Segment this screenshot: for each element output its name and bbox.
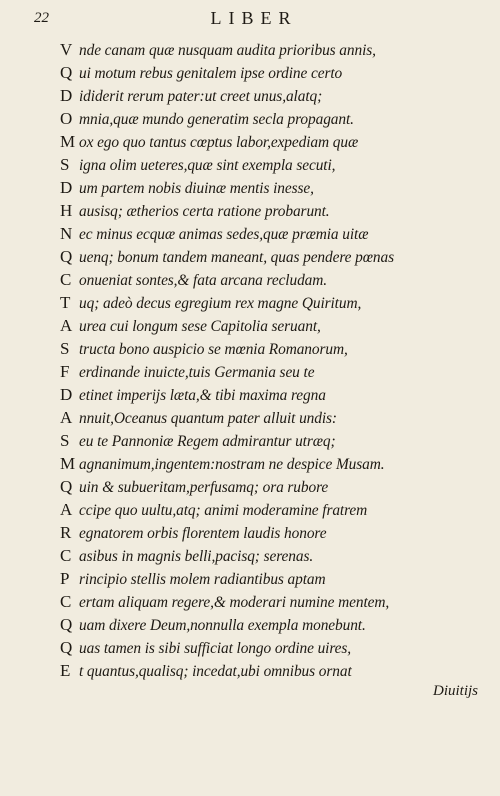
- verse-line: [60, 498, 482, 521]
- verse-initial: Q: [60, 63, 73, 82]
- verse-text: uas tamen is sibi sufficiat longo ordine uires,: [79, 640, 352, 657]
- verse-initial: Q: [60, 247, 73, 266]
- verse-line: [60, 383, 482, 406]
- verse-line: [60, 429, 482, 452]
- verse-initial: O: [60, 109, 73, 128]
- verse-line: [60, 84, 482, 107]
- verse-initial: P: [60, 569, 70, 588]
- verse-text: asibus in magnis belli,pacisq; serenas.: [79, 548, 314, 565]
- verse-line: [60, 176, 482, 199]
- verse-text: ox ego quo tantus cœptus labor,expediam quæ: [79, 134, 359, 151]
- verse-initial: E: [60, 661, 71, 680]
- verse-line: [60, 567, 482, 590]
- verse-line: [60, 360, 482, 383]
- verse-text: t quantus,qualisq; incedat,ubi omnibus ornat: [79, 663, 352, 680]
- verse-text: uq; adeò decus egregium rex magne Quiritum,: [79, 295, 362, 312]
- verse-initial: Q: [60, 477, 73, 496]
- verse-line: [60, 521, 482, 544]
- verse-text: ccipe quo uultu,atq; animi moderamine fratrem: [79, 502, 368, 519]
- verse-text: um partem nobis diuinæ mentis inesse,: [79, 180, 314, 197]
- verse-line: [60, 107, 482, 130]
- verse-line: [60, 245, 482, 268]
- verse-text: eu te Pannoniæ Regem admirantur utræq;: [79, 433, 336, 450]
- verse-text: nde canam quæ nusquam audita prioribus annis,: [79, 42, 376, 59]
- verse-initial: S: [60, 339, 70, 358]
- verse-text: uin & subueritam,perfusamq; ora rubore: [79, 479, 329, 496]
- verse-text: ididerit rerum pater:ut creet unus,alatq;: [79, 88, 323, 105]
- verse-initial: C: [60, 592, 72, 611]
- verse-initial: D: [60, 385, 73, 404]
- verse-text: rincipio stellis molem radiantibus aptam: [79, 571, 326, 588]
- verse-line: [60, 613, 482, 636]
- verse-line: [60, 38, 482, 61]
- verse-line: [60, 199, 482, 222]
- verse-line: [60, 222, 482, 245]
- verse-initial: T: [60, 293, 71, 312]
- verse-initial: F: [60, 362, 70, 381]
- verse-text: ausisq; ætherios certa ratione probarunt.: [79, 203, 330, 220]
- verse-line: [60, 314, 482, 337]
- verse-initial: C: [60, 270, 72, 289]
- verse-initial: R: [60, 523, 72, 542]
- verse-line: [60, 636, 482, 659]
- verse-line: [60, 590, 482, 613]
- verse-initial: A: [60, 500, 73, 519]
- verse-initial: M: [60, 132, 76, 151]
- verse-text: nnuit,Oceanus quantum pater alluit undis:: [79, 410, 337, 427]
- folio-number: 22: [34, 10, 49, 26]
- verse-block: [60, 38, 482, 682]
- verse-text: tructa bono auspicio se mœnia Romanorum,: [79, 341, 348, 358]
- verse-line: [60, 153, 482, 176]
- verse-initial: S: [60, 155, 70, 174]
- verse-text: igna olim ueteres,quæ sint exempla secuti,: [79, 157, 336, 174]
- verse-line: [60, 475, 482, 498]
- verse-line: [60, 452, 482, 475]
- verse-text: agnanimum,ingentem:nostram ne despice Musam.: [79, 456, 385, 473]
- verse-initial: S: [60, 431, 70, 450]
- verse-text: onueniat sontes,& fata arcana recludam.: [79, 272, 328, 289]
- verse-text: etinet imperijs læta,& tibi maxima regna: [79, 387, 326, 404]
- verse-line: [60, 268, 482, 291]
- verse-text: mnia,quæ mundo generatim secla propagant.: [79, 111, 354, 128]
- verse-line: [60, 130, 482, 153]
- verse-text: uam dixere Deum,nonnulla exempla monebunt.: [79, 617, 366, 634]
- verse-initial: H: [60, 201, 73, 220]
- verse-initial: V: [60, 40, 73, 59]
- verse-line: [60, 291, 482, 314]
- verse-initial: C: [60, 546, 72, 565]
- verse-text: ertam aliquam regere,& moderari numine mentem,: [79, 594, 390, 611]
- verse-initial: M: [60, 454, 76, 473]
- catchword: Diuitijs: [432, 683, 478, 699]
- running-head: LIBER: [210, 8, 298, 28]
- verse-line: [60, 544, 482, 567]
- verse-line: [60, 406, 482, 429]
- verse-initial: D: [60, 86, 73, 105]
- verse-line: [60, 337, 482, 360]
- verse-initial: A: [60, 408, 73, 427]
- verse-line: [60, 61, 482, 84]
- verse-text: egnatorem orbis florentem laudis honore: [79, 525, 327, 542]
- verse-text: erdinande inuicte,tuis Germania seu te: [79, 364, 315, 381]
- verse-initial: A: [60, 316, 73, 335]
- verse-initial: Q: [60, 638, 73, 657]
- verse-initial: Q: [60, 615, 73, 634]
- verse-initial: D: [60, 178, 73, 197]
- verse-text: urea cui longum sese Capitolia seruant,: [79, 318, 321, 335]
- verse-initial: N: [60, 224, 73, 243]
- verse-text: uenq; bonum tandem maneant, quas pendere pœnas: [79, 249, 394, 266]
- verse-line: [60, 659, 482, 682]
- verse-text: ec minus ecquæ animas sedes,quæ præmia uitæ: [79, 226, 369, 243]
- verse-text: ui motum rebus genitalem ipse ordine certo: [79, 65, 343, 82]
